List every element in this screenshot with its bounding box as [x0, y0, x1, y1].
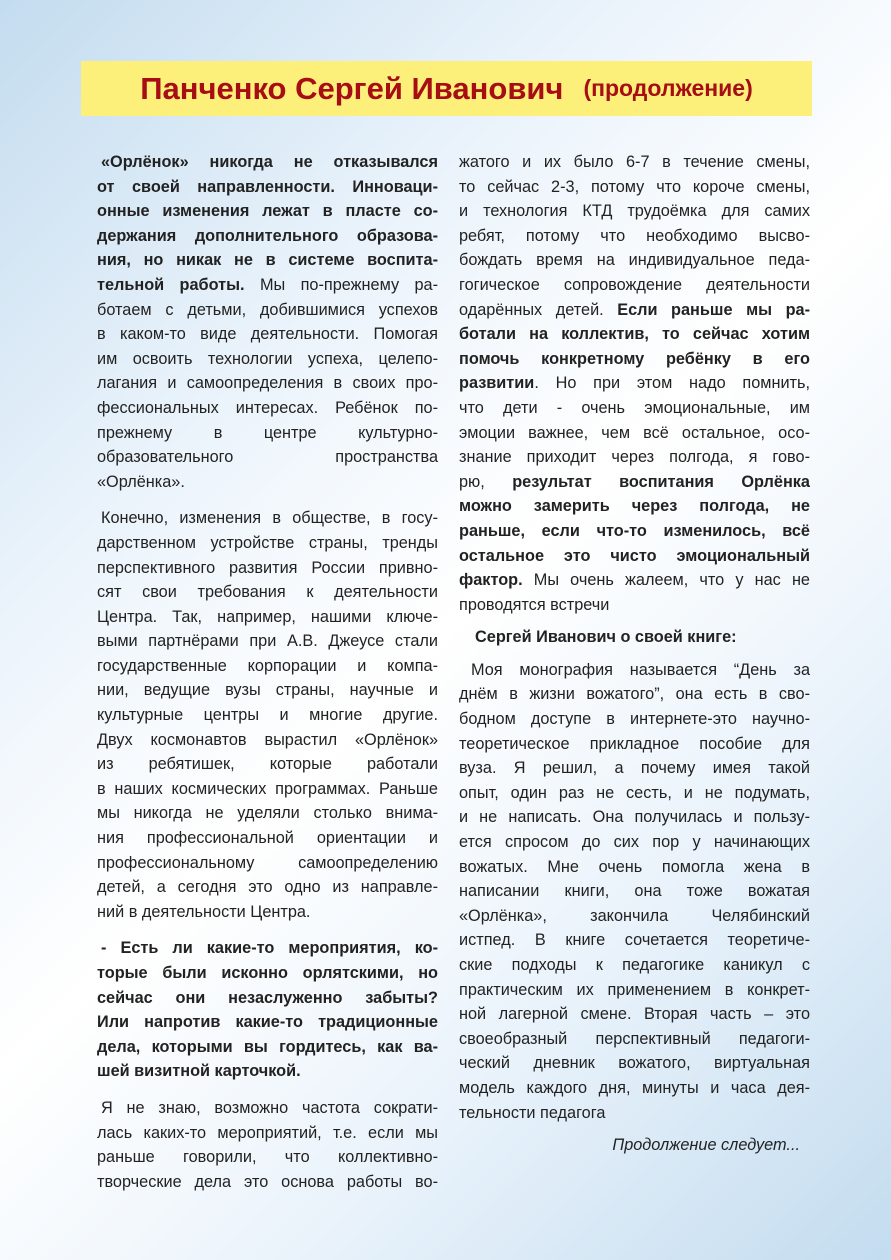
text-line: гогическое сопровождение деятельности: [459, 275, 810, 294]
text-line: прежнему в центре культурно-: [97, 423, 438, 442]
text-line: [459, 298, 810, 323]
text-line: ной лагерной смене. Вторая часть – это: [459, 1005, 810, 1024]
text-line: фессиональных интересах. Ребёнок по-: [97, 398, 438, 417]
left-text-column: [97, 150, 438, 1194]
bold-text: результат воспитания Орлёнка: [512, 472, 810, 491]
text-line: жатого и их было 6-7 в течение смены,: [459, 153, 810, 171]
text-line: раньше, если что-то изменилось, всё: [459, 521, 810, 540]
text-line: образовательного пространства: [97, 448, 438, 467]
text-line: помочь конкретному ребёнку в его: [459, 349, 810, 368]
text-line: дела, которыми вы гордитесь, как ва-: [97, 1037, 438, 1056]
bold-text: фактор.: [459, 571, 523, 590]
text-line: знание приходит через полгода, я гово-: [459, 448, 810, 467]
text-line: проводятся встречи: [459, 595, 610, 614]
text-span: одарённых детей.: [459, 300, 618, 319]
text-line: в каком-то виде деятельности. Помогая: [97, 325, 438, 344]
text-line: днём в жизни вожатого”, она есть в сво-: [459, 685, 810, 704]
text-line: им освоить технологии успеха, целепо-: [97, 349, 438, 368]
text-line: ний в деятельности Центра.: [97, 902, 311, 921]
text-line: остальное это чисто эмоциональный: [459, 546, 810, 565]
text-line: государственные корпорации и компа-: [97, 656, 438, 675]
text-line: Конечно, изменения в обществе, в госу-: [101, 509, 438, 528]
text-line: вожатых. Мне очень помогла жена в: [459, 857, 810, 876]
text-line: вуза. Я решил, а почему имея такой: [459, 759, 810, 778]
text-line: детей, а сегодня это одно из направле-: [97, 878, 438, 897]
text-span: . Но при этом надо помнить,: [534, 374, 810, 393]
text-line: и технология КТД трудоёмка для самих: [459, 202, 810, 221]
text-line: Сергей Иванович о своей книге:: [475, 628, 737, 647]
text-line: бодном доступе в интернете-это научно-: [459, 710, 810, 729]
text-line: ботали на коллектив, то сейчас хотим: [459, 325, 810, 344]
right-text-column: [459, 150, 810, 1158]
text-line: ния, но никак не в системе воспита-: [97, 251, 438, 270]
text-line: можно замерить через полгода, не: [459, 497, 810, 516]
bold-text: развитии: [459, 374, 535, 393]
text-line: мы никогда не уделяли столько внима-: [97, 804, 438, 823]
text-line: от своей направленности. Инноваци-: [97, 177, 438, 196]
text-line: ские подходы к педагогике каникул с: [459, 956, 810, 974]
text-line: [97, 273, 438, 298]
text-line: дарственном устройстве страны, тренды: [97, 533, 438, 552]
bold-text: тельной работы.: [97, 275, 245, 294]
text-span: Мы очень жалеем, что у нас не: [522, 571, 810, 590]
text-line: торые были исконно орлятскими, но: [97, 964, 438, 982]
text-line: написании книги, она тоже вожатая: [459, 882, 810, 901]
paragraph-gap: [97, 924, 438, 936]
text-line: «Орлёнок» никогда не отказывался: [101, 153, 438, 171]
text-line: шей визитной карточкой.: [97, 1062, 301, 1081]
text-line: эмоции важнее, чем всё остальное, осо-: [459, 423, 810, 442]
paragraph-gap: [459, 650, 810, 658]
paragraph-gap: [459, 617, 810, 625]
text-span: рю,: [459, 472, 513, 491]
text-line: бождать время на индивидуальное педа-: [459, 251, 810, 270]
text-line: Или напротив какие-то традиционные: [97, 1013, 438, 1032]
text-line: ется спросом до сих пор у начинающих: [459, 833, 810, 852]
text-line: теоретическое прикладное пособие для: [459, 734, 810, 753]
text-line: тельности педагога: [459, 1103, 606, 1122]
text-line: культурные центры и многие другие.: [97, 706, 438, 725]
text-line: раньше говорили, что коллективно-: [97, 1148, 438, 1167]
article-title: Панченко Сергей Иванович: [140, 70, 564, 106]
bold-text: Если раньше мы ра-: [617, 300, 810, 319]
text-line: истпед. В книге сочетается теоретиче-: [459, 931, 810, 950]
text-line: онные изменения лежат в пласте со-: [97, 202, 438, 221]
to-be-continued-note: Продолжение следует...: [612, 1136, 800, 1155]
title-continuation: (продолжение): [583, 75, 753, 101]
title-banner: [81, 61, 812, 116]
text-line: ния профессиональной ориентации и: [97, 829, 438, 848]
text-line: [459, 371, 810, 396]
text-line: Центра. Так, например, нашими ключе-: [97, 607, 438, 626]
text-line: [459, 470, 810, 495]
text-line: своеобразный перспективный педагоги-: [459, 1029, 810, 1048]
text-line: Двух космонавтов вырастил «Орлёнок»: [97, 730, 438, 749]
text-line: лась каких-то мероприятий, т.е. если мы: [97, 1123, 438, 1142]
text-line: что дети - очень эмоциональные, им: [459, 398, 810, 417]
text-line: из ребятишек, которые работали: [97, 755, 438, 774]
text-line: лагания и самоопределения в своих про-: [97, 374, 438, 393]
text-line: модель каждого дня, минуты и часа дея-: [459, 1078, 810, 1097]
paragraph-gap: [97, 1084, 438, 1096]
text-span: Мы по-прежнему ра-: [244, 275, 438, 294]
text-line: «Орлёнка», закончила Челябинский: [459, 906, 810, 925]
text-line: выми партнёрами при А.В. Джеусе стали: [97, 632, 438, 651]
text-line: опыт, один раз не сесть, и не подумать,: [459, 783, 810, 802]
text-line: Я не знаю, возможно частота сократи-: [101, 1098, 438, 1117]
text-line: ческий дневник вожатого, виртуальная: [459, 1054, 810, 1073]
paragraph-gap: [97, 494, 438, 506]
text-line: профессиональному самоопределению: [97, 853, 438, 872]
text-line: практическим их применением в конкрет-: [459, 980, 810, 999]
text-line: - Есть ли какие-то мероприятия, ко-: [101, 939, 438, 958]
text-line: перспективного развития России привно-: [97, 558, 438, 577]
text-line: [459, 568, 810, 593]
text-line: держания дополнительного образова-: [97, 226, 438, 245]
paragraph-gap: [459, 1125, 810, 1133]
text-line: в наших космических программах. Раньше: [97, 779, 438, 798]
text-line: ботаем с детьми, добившимися успехов: [97, 300, 438, 319]
text-line: Моя монография называется “День за: [471, 660, 810, 679]
text-line: и не написать. Она получилась и пользу-: [459, 808, 810, 827]
text-line: сейчас они незаслуженно забыты?: [97, 988, 438, 1007]
text-line: ребят, потому что необходимо высво-: [459, 226, 810, 245]
text-line: сят свои требования к деятельности: [97, 583, 438, 602]
text-line: «Орлёнка».: [97, 472, 185, 491]
text-line: творческие дела это основа работы во-: [97, 1172, 438, 1191]
text-line: нии, ведущие вузы страны, научные и: [97, 681, 438, 700]
text-line: то сейчас 2-3, потому что короче смены,: [459, 177, 810, 196]
